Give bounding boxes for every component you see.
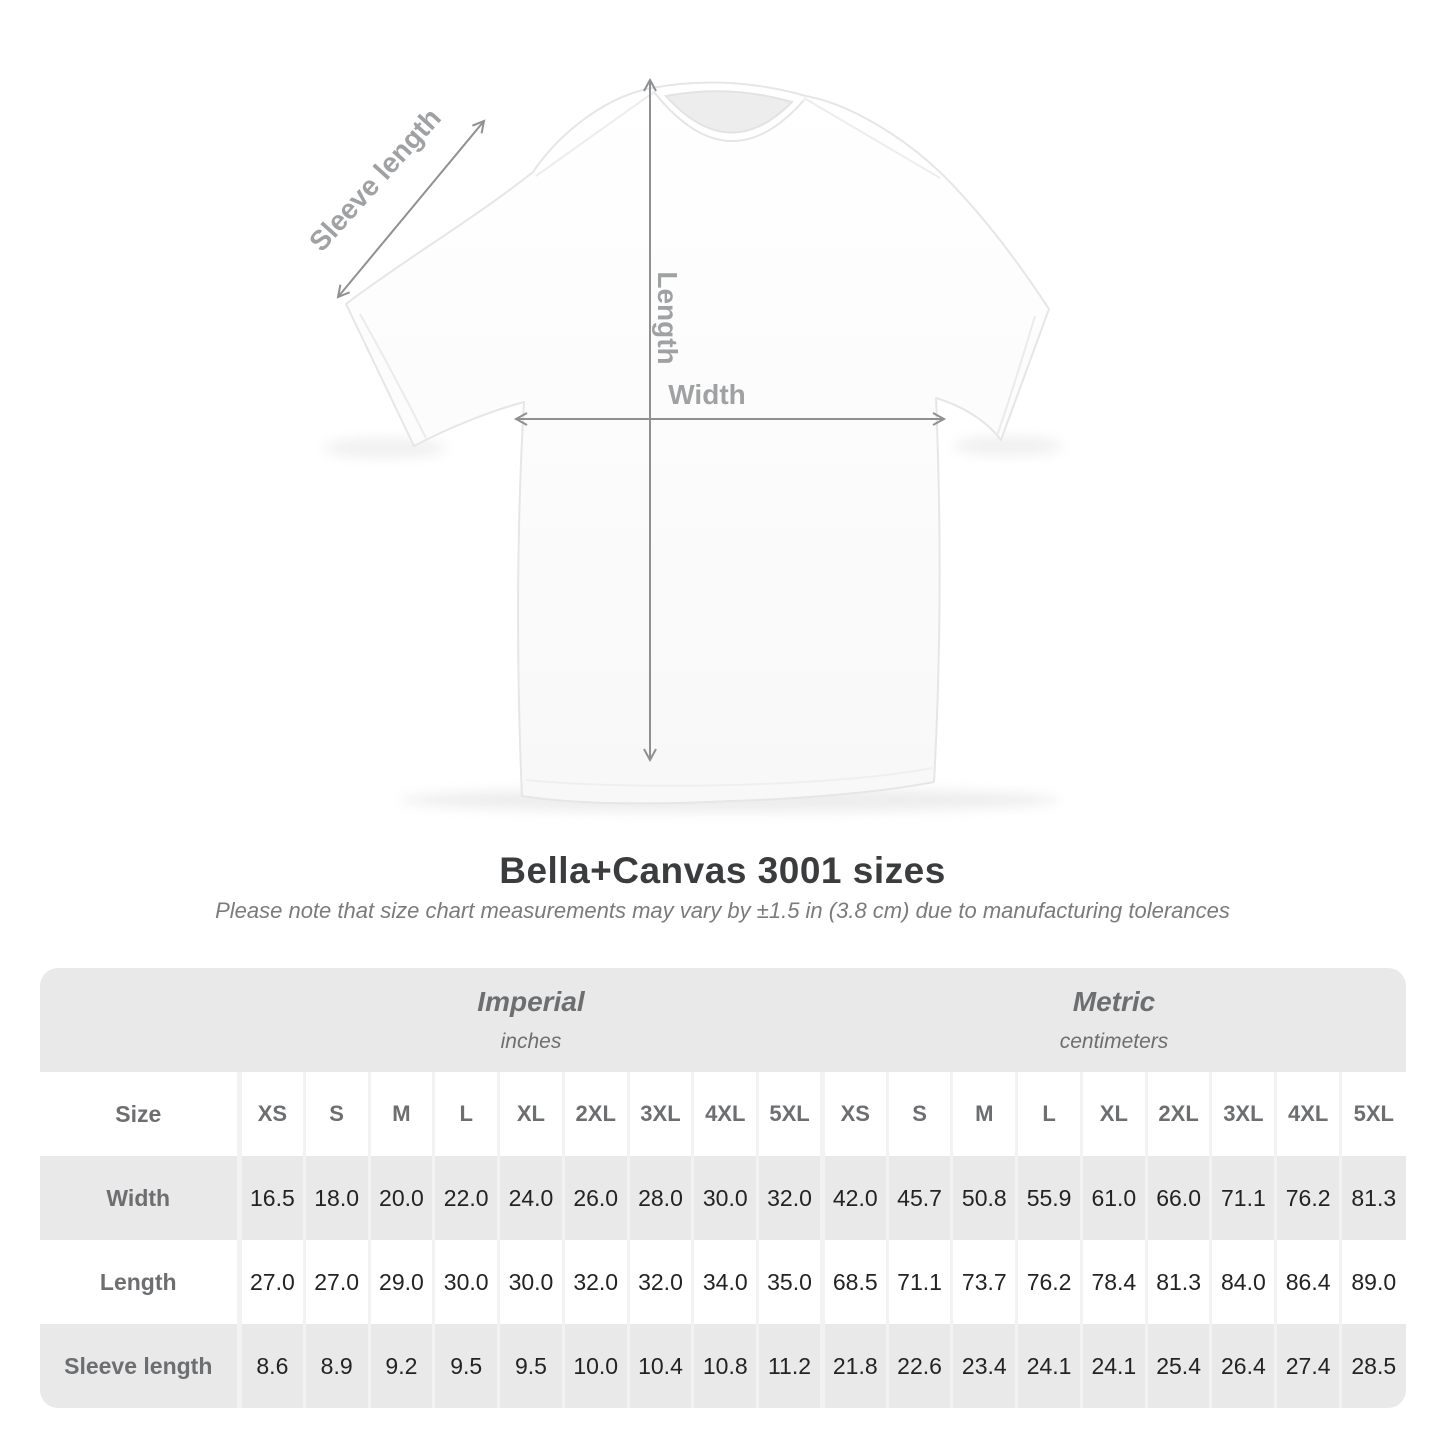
value-cell: 89.0 [1341,1240,1406,1324]
value-cell: 26.4 [1211,1324,1276,1408]
value-cell: 25.4 [1146,1324,1211,1408]
value-cell: 42.0 [822,1156,887,1240]
value-cell: 20.0 [369,1156,434,1240]
value-cell: 84.0 [1211,1240,1276,1324]
value-cell: 27.0 [304,1240,369,1324]
value-cell: 30.0 [499,1240,564,1324]
size-column-header-imperial-2xl: 2XL [563,1072,628,1156]
value-cell: 11.2 [758,1324,823,1408]
value-cell: 73.7 [952,1240,1017,1324]
value-cell: 22.0 [434,1156,499,1240]
value-cell: 32.0 [563,1240,628,1324]
value-cell: 45.7 [887,1156,952,1240]
size-column-header-metric-5xl: 5XL [1341,1072,1406,1156]
value-cell: 81.3 [1146,1240,1211,1324]
size-chart-table [40,968,1406,1408]
value-cell: 35.0 [758,1240,823,1324]
size-column-header-metric-l: L [1017,1072,1082,1156]
value-cell: 27.4 [1276,1324,1341,1408]
value-cell: 10.0 [563,1324,628,1408]
value-cell: 8.6 [240,1324,305,1408]
width-label: Width [668,379,746,410]
table-row-width [40,1156,1406,1240]
value-cell: 9.5 [434,1324,499,1408]
value-cell: 27.0 [240,1240,305,1324]
value-cell: 32.0 [628,1240,693,1324]
size-column-header-imperial-s: S [304,1072,369,1156]
size-column-header-metric-m: M [952,1072,1017,1156]
unit-band-row [40,968,1406,1072]
value-cell: 24.0 [499,1156,564,1240]
value-cell: 66.0 [1146,1156,1211,1240]
size-column-header-imperial-l: L [434,1072,499,1156]
imperial-label: Imperial [477,986,585,1017]
value-cell: 8.9 [304,1324,369,1408]
metric-unit: centimeters [1059,1030,1169,1053]
size-column-header-imperial-4xl: 4XL [693,1072,758,1156]
value-cell: 28.0 [628,1156,693,1240]
value-cell: 76.2 [1276,1156,1341,1240]
value-cell: 71.1 [887,1240,952,1324]
table-row-length [40,1240,1406,1324]
value-cell: 18.0 [304,1156,369,1240]
value-cell: 24.1 [1081,1324,1146,1408]
value-cell: 9.5 [499,1324,564,1408]
size-column-header-imperial-xs: XS [240,1072,305,1156]
size-column-header-metric-xs: XS [822,1072,887,1156]
value-cell: 50.8 [952,1156,1017,1240]
value-cell: 61.0 [1081,1156,1146,1240]
value-cell: 28.5 [1341,1324,1406,1408]
size-column-header-metric-s: S [887,1072,952,1156]
size-column-header-metric-xl: XL [1081,1072,1146,1156]
size-column-header-imperial-m: M [369,1072,434,1156]
page-title: Bella+Canvas 3001 sizes [499,850,946,891]
value-cell: 23.4 [952,1324,1017,1408]
value-cell: 86.4 [1276,1240,1341,1324]
value-cell: 10.4 [628,1324,693,1408]
value-cell: 9.2 [369,1324,434,1408]
tshirt-image [346,83,1049,804]
size-column-header-metric-3xl: 3XL [1211,1072,1276,1156]
table-row-sleeve-length [40,1324,1406,1408]
size-column-header-metric-4xl: 4XL [1276,1072,1341,1156]
row-label-width: Width [40,1156,240,1240]
metric-label: Metric [1072,986,1156,1017]
size-column-header-metric-2xl: 2XL [1146,1072,1211,1156]
metric-header [823,986,1406,1054]
value-cell: 30.0 [434,1240,499,1324]
value-cell: 71.1 [1211,1156,1276,1240]
value-cell: 34.0 [693,1240,758,1324]
size-header-row [40,1072,1406,1156]
tshirt-outline [346,83,1049,804]
value-cell: 29.0 [369,1240,434,1324]
size-column-header-imperial-xl: XL [499,1072,564,1156]
size-column-header-imperial-3xl: 3XL [628,1072,693,1156]
value-cell: 78.4 [1081,1240,1146,1324]
value-cell: 32.0 [758,1156,823,1240]
row-label-sleeve-length: Sleeve length [40,1324,240,1408]
row-label-length: Length [40,1240,240,1324]
value-cell: 26.0 [563,1156,628,1240]
size-corner-header: Size [40,1072,240,1156]
value-cell: 22.6 [887,1324,952,1408]
value-cell: 10.8 [693,1324,758,1408]
sleeve-length-label: Sleeve length [303,102,447,258]
value-cell: 81.3 [1341,1156,1406,1240]
value-cell: 76.2 [1017,1240,1082,1324]
length-label: Length [652,271,683,365]
value-cell: 21.8 [822,1324,887,1408]
value-cell: 68.5 [822,1240,887,1324]
size-column-header-imperial-5xl: 5XL [758,1072,823,1156]
value-cell: 24.1 [1017,1324,1082,1408]
value-cell: 55.9 [1017,1156,1082,1240]
value-cell: 16.5 [240,1156,305,1240]
imperial-header [240,986,823,1054]
value-cell: 30.0 [693,1156,758,1240]
tolerance-note: Please note that size chart measurements may vary by ±1.5 in (3.8 cm) due to manufacturing tolerances [215,898,1230,923]
imperial-unit: inches [500,1030,562,1053]
